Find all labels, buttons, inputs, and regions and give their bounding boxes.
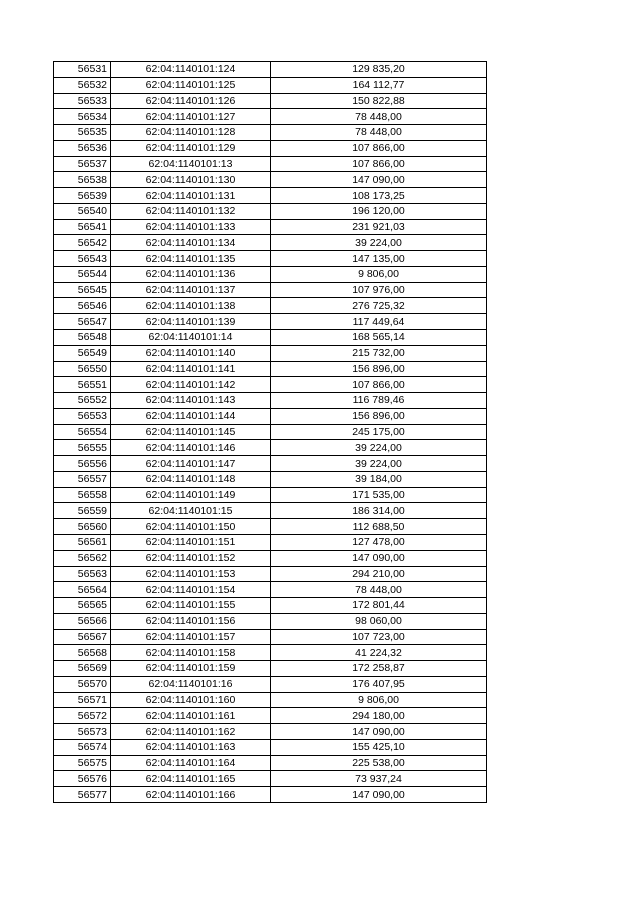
row-number-cell: 56560	[54, 519, 111, 535]
row-number-cell: 56565	[54, 598, 111, 614]
cadastral-value-cell: 245 175,00	[271, 424, 487, 440]
cadastral-value-cell: 78 448,00	[271, 109, 487, 125]
cadastral-number-cell: 62:04:1140101:127	[111, 109, 271, 125]
cadastral-number-cell: 62:04:1140101:143	[111, 393, 271, 409]
row-number-cell: 56574	[54, 739, 111, 755]
cadastral-value-cell: 176 407,95	[271, 676, 487, 692]
table-row	[54, 314, 487, 330]
row-number-cell: 56545	[54, 282, 111, 298]
table-row	[54, 708, 487, 724]
row-number-cell: 56534	[54, 109, 111, 125]
cadastral-value-cell: 147 090,00	[271, 787, 487, 803]
cadastral-value-cell: 196 120,00	[271, 203, 487, 219]
cadastral-number-cell: 62:04:1140101:138	[111, 298, 271, 314]
cadastral-number-cell: 62:04:1140101:14	[111, 330, 271, 346]
table-row	[54, 251, 487, 267]
cadastral-number-cell: 62:04:1140101:160	[111, 692, 271, 708]
row-number-cell: 56543	[54, 251, 111, 267]
table-row	[54, 266, 487, 282]
cadastral-value-cell: 294 210,00	[271, 566, 487, 582]
table-row	[54, 550, 487, 566]
table-row	[54, 456, 487, 472]
cadastral-number-cell: 62:04:1140101:153	[111, 566, 271, 582]
cadastral-value-cell: 172 258,87	[271, 661, 487, 677]
table-row	[54, 393, 487, 409]
row-number-cell: 56575	[54, 755, 111, 771]
row-number-cell: 56547	[54, 314, 111, 330]
cadastral-value-cell: 112 688,50	[271, 519, 487, 535]
cadastral-number-cell: 62:04:1140101:151	[111, 534, 271, 550]
row-number-cell: 56555	[54, 440, 111, 456]
cadastral-number-cell: 62:04:1140101:141	[111, 361, 271, 377]
cadastral-number-cell: 62:04:1140101:165	[111, 771, 271, 787]
table-row	[54, 298, 487, 314]
cadastral-number-cell: 62:04:1140101:161	[111, 708, 271, 724]
cadastral-number-cell: 62:04:1140101:146	[111, 440, 271, 456]
table-row	[54, 613, 487, 629]
cadastral-number-cell: 62:04:1140101:142	[111, 377, 271, 393]
row-number-cell: 56553	[54, 408, 111, 424]
table-row	[54, 724, 487, 740]
table-row	[54, 755, 487, 771]
table-row	[54, 503, 487, 519]
cadastral-value-cell: 39 224,00	[271, 456, 487, 472]
row-number-cell: 56535	[54, 125, 111, 141]
table-row	[54, 219, 487, 235]
table-row	[54, 109, 487, 125]
table-row	[54, 661, 487, 677]
row-number-cell: 56552	[54, 393, 111, 409]
cadastral-number-cell: 62:04:1140101:159	[111, 661, 271, 677]
table-row	[54, 566, 487, 582]
row-number-cell: 56573	[54, 724, 111, 740]
row-number-cell: 56542	[54, 235, 111, 251]
table-row	[54, 408, 487, 424]
cadastral-value-cell: 147 090,00	[271, 724, 487, 740]
table-row	[54, 771, 487, 787]
row-number-cell: 56541	[54, 219, 111, 235]
cadastral-value-cell: 147 090,00	[271, 550, 487, 566]
row-number-cell: 56540	[54, 203, 111, 219]
cadastral-number-cell: 62:04:1140101:164	[111, 755, 271, 771]
cadastral-number-cell: 62:04:1140101:132	[111, 203, 271, 219]
cadastral-value-cell: 276 725,32	[271, 298, 487, 314]
cadastral-value-cell: 117 449,64	[271, 314, 487, 330]
row-number-cell: 56561	[54, 534, 111, 550]
cadastral-number-cell: 62:04:1140101:140	[111, 345, 271, 361]
row-number-cell: 56549	[54, 345, 111, 361]
cadastral-number-cell: 62:04:1140101:137	[111, 282, 271, 298]
table-row	[54, 361, 487, 377]
cadastral-number-cell: 62:04:1140101:136	[111, 266, 271, 282]
cadastral-number-cell: 62:04:1140101:149	[111, 487, 271, 503]
table-row	[54, 582, 487, 598]
table-row	[54, 692, 487, 708]
cadastral-value-cell: 9 806,00	[271, 266, 487, 282]
cadastral-value-cell: 39 184,00	[271, 471, 487, 487]
cadastral-number-cell: 62:04:1140101:16	[111, 676, 271, 692]
cadastral-number-cell: 62:04:1140101:126	[111, 93, 271, 109]
row-number-cell: 56569	[54, 661, 111, 677]
table-row	[54, 62, 487, 78]
row-number-cell: 56554	[54, 424, 111, 440]
row-number-cell: 56559	[54, 503, 111, 519]
row-number-cell: 56577	[54, 787, 111, 803]
cadastral-number-cell: 62:04:1140101:150	[111, 519, 271, 535]
cadastral-value-cell: 107 866,00	[271, 377, 487, 393]
cadastral-number-cell: 62:04:1140101:148	[111, 471, 271, 487]
cadastral-value-cell: 39 224,00	[271, 440, 487, 456]
table-row	[54, 534, 487, 550]
row-number-cell: 56544	[54, 266, 111, 282]
cadastral-value-cell: 294 180,00	[271, 708, 487, 724]
table-row	[54, 440, 487, 456]
table-row	[54, 188, 487, 204]
row-number-cell: 56537	[54, 156, 111, 172]
row-number-cell: 56567	[54, 629, 111, 645]
cadastral-value-cell: 129 835,20	[271, 62, 487, 78]
row-number-cell: 56536	[54, 140, 111, 156]
cadastral-value-cell: 107 723,00	[271, 629, 487, 645]
cadastral-number-cell: 62:04:1140101:124	[111, 62, 271, 78]
cadastral-number-cell: 62:04:1140101:154	[111, 582, 271, 598]
cadastral-value-cell: 186 314,00	[271, 503, 487, 519]
table-row	[54, 203, 487, 219]
row-number-cell: 56571	[54, 692, 111, 708]
table-row	[54, 77, 487, 93]
row-number-cell: 56556	[54, 456, 111, 472]
row-number-cell: 56570	[54, 676, 111, 692]
cadastral-number-cell: 62:04:1140101:144	[111, 408, 271, 424]
cadastral-number-cell: 62:04:1140101:130	[111, 172, 271, 188]
table-row	[54, 156, 487, 172]
cadastral-number-cell: 62:04:1140101:133	[111, 219, 271, 235]
cadastral-value-cell: 108 173,25	[271, 188, 487, 204]
cadastral-number-cell: 62:04:1140101:147	[111, 456, 271, 472]
cadastral-value-cell: 116 789,46	[271, 393, 487, 409]
cadastral-number-cell: 62:04:1140101:145	[111, 424, 271, 440]
cadastral-value-cell: 107 866,00	[271, 140, 487, 156]
cadastral-value-cell: 39 224,00	[271, 235, 487, 251]
table-row	[54, 235, 487, 251]
row-number-cell: 56539	[54, 188, 111, 204]
cadastral-value-cell: 168 565,14	[271, 330, 487, 346]
cadastral-number-cell: 62:04:1140101:156	[111, 613, 271, 629]
table-row	[54, 629, 487, 645]
row-number-cell: 56538	[54, 172, 111, 188]
cadastral-value-cell: 147 135,00	[271, 251, 487, 267]
cadastral-value-cell: 156 896,00	[271, 361, 487, 377]
table-row	[54, 645, 487, 661]
row-number-cell: 56531	[54, 62, 111, 78]
table-row	[54, 598, 487, 614]
row-number-cell: 56532	[54, 77, 111, 93]
table-row	[54, 345, 487, 361]
cadastral-value-cell: 171 535,00	[271, 487, 487, 503]
table-row	[54, 676, 487, 692]
row-number-cell: 56558	[54, 487, 111, 503]
table-row	[54, 424, 487, 440]
cadastral-value-cell: 164 112,77	[271, 77, 487, 93]
cadastral-number-cell: 62:04:1140101:134	[111, 235, 271, 251]
table-row	[54, 330, 487, 346]
cadastral-value-cell: 231 921,03	[271, 219, 487, 235]
table-row	[54, 377, 487, 393]
cadastral-number-cell: 62:04:1140101:129	[111, 140, 271, 156]
row-number-cell: 56564	[54, 582, 111, 598]
cadastral-value-cell: 98 060,00	[271, 613, 487, 629]
row-number-cell: 56551	[54, 377, 111, 393]
table-row	[54, 93, 487, 109]
cadastral-value-cell: 127 478,00	[271, 534, 487, 550]
row-number-cell: 56568	[54, 645, 111, 661]
table-row	[54, 282, 487, 298]
row-number-cell: 56548	[54, 330, 111, 346]
cadastral-value-cell: 9 806,00	[271, 692, 487, 708]
cadastral-number-cell: 62:04:1140101:131	[111, 188, 271, 204]
cadastral-value-cell: 172 801,44	[271, 598, 487, 614]
cadastral-number-cell: 62:04:1140101:166	[111, 787, 271, 803]
cadastral-number-cell: 62:04:1140101:152	[111, 550, 271, 566]
cadastral-value-cell: 150 822,88	[271, 93, 487, 109]
cadastral-value-table	[53, 61, 487, 803]
row-number-cell: 56557	[54, 471, 111, 487]
table-row	[54, 787, 487, 803]
row-number-cell: 56550	[54, 361, 111, 377]
table-body	[54, 62, 487, 803]
cadastral-number-cell: 62:04:1140101:158	[111, 645, 271, 661]
cadastral-value-cell: 78 448,00	[271, 582, 487, 598]
row-number-cell: 56576	[54, 771, 111, 787]
cadastral-number-cell: 62:04:1140101:139	[111, 314, 271, 330]
table-row	[54, 471, 487, 487]
table-row	[54, 140, 487, 156]
row-number-cell: 56546	[54, 298, 111, 314]
cadastral-value-cell: 107 976,00	[271, 282, 487, 298]
cadastral-value-cell: 78 448,00	[271, 125, 487, 141]
cadastral-number-cell: 62:04:1140101:162	[111, 724, 271, 740]
cadastral-value-cell: 155 425,10	[271, 739, 487, 755]
cadastral-value-cell: 41 224,32	[271, 645, 487, 661]
row-number-cell: 56572	[54, 708, 111, 724]
table-row	[54, 125, 487, 141]
table-row	[54, 487, 487, 503]
table-row	[54, 739, 487, 755]
cadastral-value-cell: 156 896,00	[271, 408, 487, 424]
table-row	[54, 172, 487, 188]
row-number-cell: 56533	[54, 93, 111, 109]
cadastral-number-cell: 62:04:1140101:163	[111, 739, 271, 755]
cadastral-value-cell: 215 732,00	[271, 345, 487, 361]
row-number-cell: 56566	[54, 613, 111, 629]
cadastral-value-cell: 225 538,00	[271, 755, 487, 771]
cadastral-number-cell: 62:04:1140101:128	[111, 125, 271, 141]
row-number-cell: 56562	[54, 550, 111, 566]
table-row	[54, 519, 487, 535]
cadastral-value-cell: 73 937,24	[271, 771, 487, 787]
cadastral-number-cell: 62:04:1140101:15	[111, 503, 271, 519]
row-number-cell: 56563	[54, 566, 111, 582]
cadastral-number-cell: 62:04:1140101:155	[111, 598, 271, 614]
cadastral-number-cell: 62:04:1140101:157	[111, 629, 271, 645]
cadastral-number-cell: 62:04:1140101:13	[111, 156, 271, 172]
cadastral-number-cell: 62:04:1140101:135	[111, 251, 271, 267]
cadastral-value-cell: 147 090,00	[271, 172, 487, 188]
cadastral-value-cell: 107 866,00	[271, 156, 487, 172]
cadastral-number-cell: 62:04:1140101:125	[111, 77, 271, 93]
